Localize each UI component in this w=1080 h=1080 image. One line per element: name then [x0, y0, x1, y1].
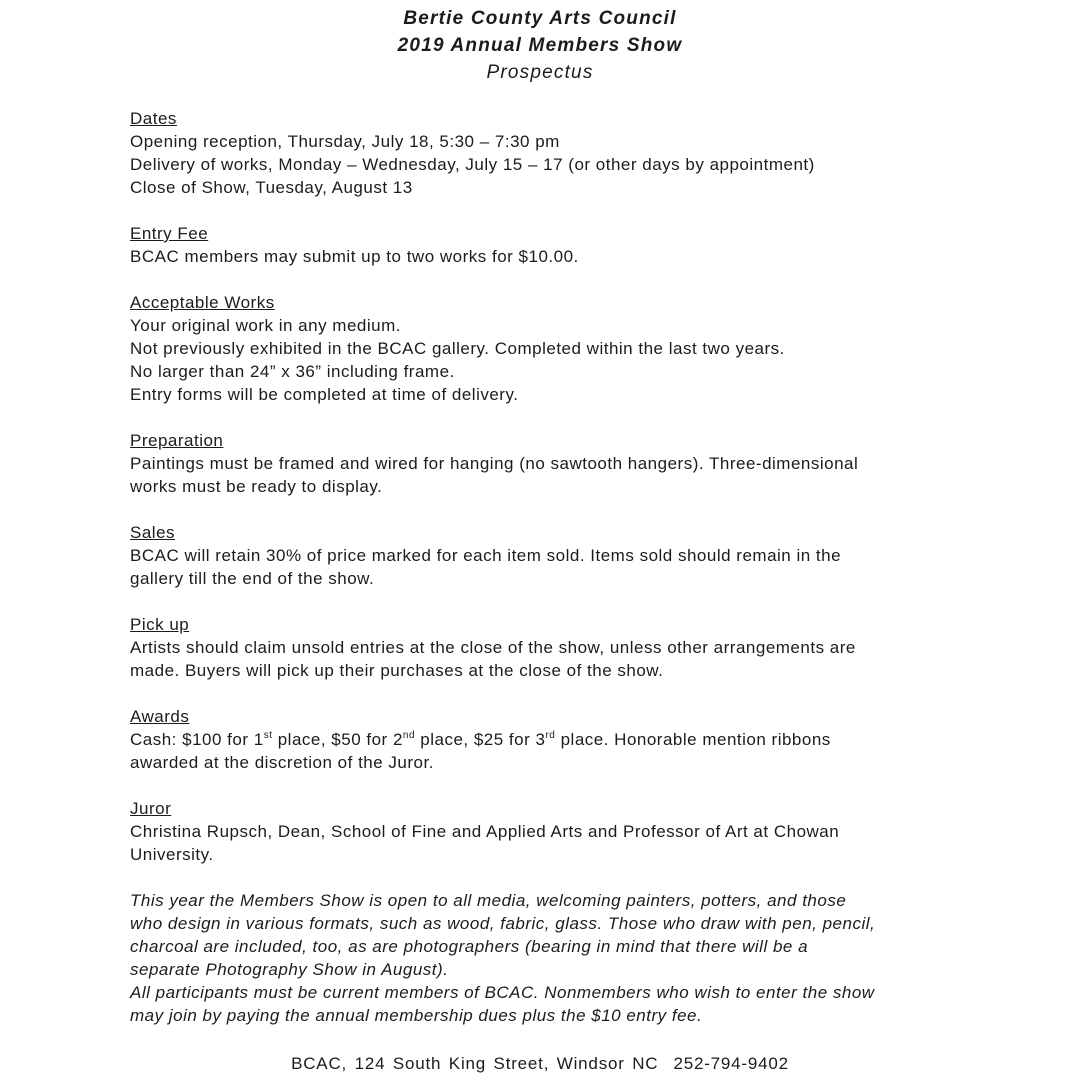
footer-phone: 252-794-9402 [673, 1054, 789, 1073]
contact-footer [0, 1052, 1080, 1075]
section-heading: Preparation [130, 431, 224, 450]
body-line: BCAC members may submit up to two works for $10.00. [130, 247, 579, 266]
awards-text: place. Honorable mention ribbons [555, 730, 831, 749]
awards-text: Cash: $100 for 1 [130, 730, 264, 749]
ordinal-suffix: rd [545, 730, 556, 741]
body-line: made. Buyers will pick up their purchases at the close of the show. [130, 661, 664, 680]
body-line: gallery till the end of the show. [130, 569, 375, 588]
note-line: separate Photography Show in August). [130, 960, 449, 979]
acceptable-works-section [130, 291, 960, 406]
note-line: This year the Members Show is open to all media, welcoming painters, potters, and those [130, 891, 847, 910]
organization-name: Bertie County Arts Council [403, 8, 677, 29]
entry-fee-section [130, 222, 960, 268]
section-heading: Juror [130, 799, 172, 818]
pick-up-section [130, 613, 960, 682]
body-line: Christina Rupsch, Dean, School of Fine and Applied Arts and Professor of Art at Chowan [130, 822, 840, 841]
body-line: Your original work in any medium. [130, 316, 401, 335]
note-line: charcoal are included, too, as are photographers (bearing in mind that there will be a [130, 937, 809, 956]
document-body [130, 107, 960, 1050]
section-heading: Sales [130, 523, 176, 542]
section-heading: Entry Fee [130, 224, 209, 243]
body-line: University. [130, 845, 214, 864]
footer-address: BCAC, 124 South King Street, Windsor NC [291, 1054, 659, 1073]
body-line: awarded at the discretion of the Juror. [130, 753, 434, 772]
body-line: Entry forms will be completed at time of delivery. [130, 385, 519, 404]
body-line: Delivery of works, Monday – Wednesday, July 15 – 17 (or other days by appointment) [130, 155, 815, 174]
body-line: BCAC will retain 30% of price marked for each item sold. Items sold should remain in the [130, 546, 842, 565]
notes-section [130, 889, 960, 1027]
awards-section [130, 705, 960, 774]
note-line: may join by paying the annual membership dues plus the $10 entry fee. [130, 1006, 703, 1025]
body-line: Artists should claim unsold entries at the close of the show, unless other arrangements are [130, 638, 856, 657]
awards-text: place, $50 for 2 [272, 730, 403, 749]
show-title: 2019 Annual Members Show [397, 35, 683, 56]
sales-section [130, 521, 960, 590]
dates-section [130, 107, 960, 199]
body-line: works must be ready to display. [130, 477, 383, 496]
body-line: Not previously exhibited in the BCAC gallery. Completed within the last two years. [130, 339, 785, 358]
note-line: who design in various formats, such as wood, fabric, glass. Those who draw with pen, pencil, [130, 914, 876, 933]
note-line: All participants must be current members of BCAC. Nonmembers who wish to enter the show [130, 983, 875, 1002]
section-heading: Acceptable Works [130, 293, 275, 312]
section-heading: Dates [130, 109, 177, 128]
section-heading: Awards [130, 707, 190, 726]
body-line: Opening reception, Thursday, July 18, 5:30 – 7:30 pm [130, 132, 560, 151]
juror-section [130, 797, 960, 866]
awards-text: place, $25 for 3 [415, 730, 546, 749]
section-heading: Pick up [130, 615, 190, 634]
preparation-section [130, 429, 960, 498]
ordinal-suffix: nd [402, 730, 416, 741]
body-line: Paintings must be framed and wired for hanging (no sawtooth hangers). Three-dimensional [130, 454, 859, 473]
body-line: Close of Show, Tuesday, August 13 [130, 178, 413, 197]
document-type: Prospectus [486, 62, 594, 83]
awards-cash-line [130, 728, 960, 751]
body-line: No larger than 24” x 36” including frame. [130, 362, 455, 381]
document-header [0, 5, 1080, 86]
ordinal-suffix: st [263, 730, 273, 741]
